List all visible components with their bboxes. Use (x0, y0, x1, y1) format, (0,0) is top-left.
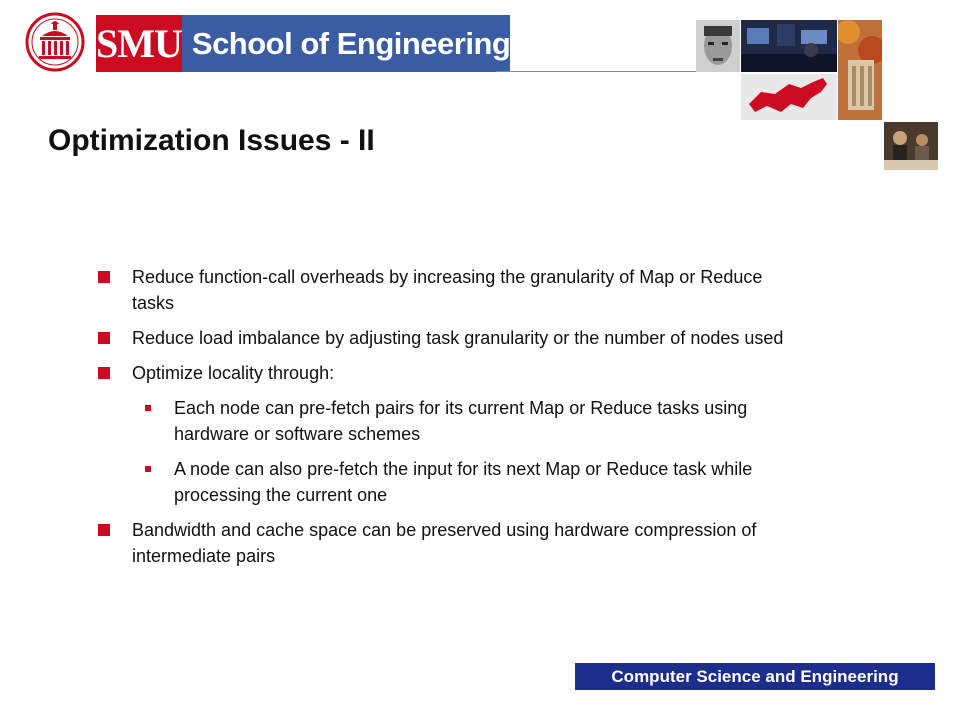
school-name: School of Engineering (182, 15, 510, 72)
photo-student-face (696, 20, 740, 72)
bullet-item (98, 325, 798, 351)
bullet-text: Bandwidth and cache space can be preserved using hardware compression of intermediate pairs (132, 520, 757, 566)
bullet-square-icon (98, 367, 110, 379)
bullet-item (98, 264, 798, 316)
photo-classroom (884, 122, 938, 170)
bullet-list (98, 264, 798, 578)
smu-wordmark: SMU (96, 15, 182, 72)
bullet-square-icon (98, 332, 110, 344)
sub-bullet-item (98, 456, 798, 508)
slide-title: Optimization Issues - II (48, 124, 375, 157)
bullet-text: Reduce function-call overheads by increasing the granularity of Map or Reduce tasks (132, 267, 763, 313)
photo-computer-lab (741, 20, 837, 72)
bullet-item (98, 360, 798, 386)
photo-mustang-mascot (741, 74, 837, 120)
photo-campus-building (838, 20, 882, 120)
bullet-square-icon (98, 524, 110, 536)
sub-bullet-square-icon (145, 405, 151, 411)
school-banner (96, 15, 511, 72)
bullet-item (98, 517, 798, 569)
header-rule (496, 71, 696, 72)
sub-bullet-item (98, 395, 798, 447)
bullet-text: Optimize locality through: (132, 363, 335, 383)
sub-bullet-text: A node can also pre-fetch the input for its next Map or Reduce task while processing the current one (174, 459, 753, 505)
bullet-text: Reduce load imbalance by adjusting task granularity or the number of nodes used (132, 328, 784, 348)
footer-department-label: Computer Science and Engineering (575, 663, 935, 690)
sub-bullet-square-icon (145, 466, 151, 472)
smu-seal-logo (22, 12, 88, 72)
bullet-square-icon (98, 271, 110, 283)
sub-bullet-text: Each node can pre-fetch pairs for its current Map or Reduce tasks using hardware or software schemes (174, 398, 748, 444)
